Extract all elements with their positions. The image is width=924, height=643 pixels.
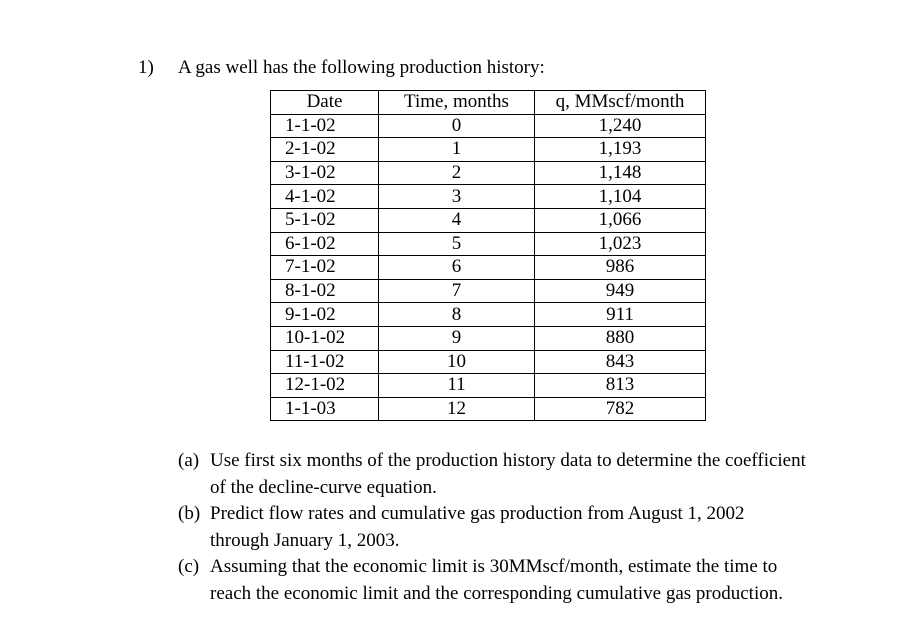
- table-row: [271, 326, 706, 350]
- cell-date: 7-1-02: [271, 256, 379, 280]
- table-row: [271, 232, 706, 256]
- cell-rate: 880: [535, 326, 706, 350]
- cell-date: 6-1-02: [271, 232, 379, 256]
- question-line: Use first six months of the production history data to determine the coefficient: [210, 450, 806, 471]
- cell-time: 10: [379, 350, 535, 374]
- cell-time: 4: [379, 208, 535, 232]
- cell-rate: 843: [535, 350, 706, 374]
- cell-date: 11-1-02: [271, 350, 379, 374]
- cell-rate: 1,066: [535, 208, 706, 232]
- cell-time: 8: [379, 303, 535, 327]
- question-line: reach the economic limit and the corresponding cumulative gas production.: [210, 582, 783, 604]
- cell-time: 11: [379, 374, 535, 398]
- cell-date: 9-1-02: [271, 303, 379, 327]
- question-line: through January 1, 2003.: [210, 529, 400, 551]
- cell-date: 12-1-02: [271, 374, 379, 398]
- cell-rate: 1,148: [535, 161, 706, 185]
- question-text: [210, 554, 878, 607]
- problem-intro: A gas well has the following production history:: [178, 57, 545, 78]
- table-header-row: [271, 91, 706, 115]
- cell-date: 3-1-02: [271, 161, 379, 185]
- header-date: Date: [271, 91, 379, 115]
- cell-time: 5: [379, 232, 535, 256]
- cell-rate: 1,104: [535, 185, 706, 209]
- table-row: [271, 256, 706, 280]
- question-label: (c): [178, 556, 200, 577]
- question-b: [178, 501, 878, 554]
- cell-rate: 986: [535, 256, 706, 280]
- cell-time: 3: [379, 185, 535, 209]
- cell-time: 2: [379, 161, 535, 185]
- table-row: [271, 303, 706, 327]
- cell-rate: 1,023: [535, 232, 706, 256]
- cell-rate: 782: [535, 397, 706, 421]
- question-label: (a): [178, 450, 200, 471]
- cell-date: 4-1-02: [271, 185, 379, 209]
- question-text: [210, 501, 878, 554]
- cell-time: 12: [379, 397, 535, 421]
- question-label: (b): [178, 503, 201, 524]
- cell-time: 7: [379, 279, 535, 303]
- table-row: [271, 350, 706, 374]
- cell-time: 9: [379, 326, 535, 350]
- cell-rate: 1,240: [535, 114, 706, 138]
- table-row: [271, 279, 706, 303]
- question-a: [178, 448, 878, 501]
- question-c: [178, 554, 878, 607]
- cell-time: 1: [379, 138, 535, 162]
- table-row: [271, 114, 706, 138]
- cell-date: 10-1-02: [271, 326, 379, 350]
- cell-date: 8-1-02: [271, 279, 379, 303]
- cell-date: 1-1-02: [271, 114, 379, 138]
- table-row: [271, 138, 706, 162]
- question-list: [178, 448, 878, 607]
- cell-rate: 813: [535, 374, 706, 398]
- question-line: Predict flow rates and cumulative gas production from August 1, 2002: [210, 503, 745, 524]
- table-row: [271, 208, 706, 232]
- problem-number: 1): [138, 57, 154, 78]
- table-row: [271, 374, 706, 398]
- question-line: Assuming that the economic limit is 30MMscf/month, estimate the time to: [210, 556, 778, 577]
- problem-heading: [138, 56, 545, 80]
- table-body: [271, 114, 706, 421]
- cell-date: 1-1-03: [271, 397, 379, 421]
- cell-date: 5-1-02: [271, 208, 379, 232]
- table-row: [271, 185, 706, 209]
- cell-rate: 949: [535, 279, 706, 303]
- cell-rate: 911: [535, 303, 706, 327]
- question-line: of the decline-curve equation.: [210, 476, 437, 498]
- cell-time: 6: [379, 256, 535, 280]
- header-rate: q, MMscf/month: [535, 91, 706, 115]
- question-text: [210, 448, 878, 501]
- table-row: [271, 397, 706, 421]
- header-time: Time, months: [379, 91, 535, 115]
- production-history-table: [270, 90, 706, 421]
- cell-date: 2-1-02: [271, 138, 379, 162]
- cell-time: 0: [379, 114, 535, 138]
- table-row: [271, 161, 706, 185]
- cell-rate: 1,193: [535, 138, 706, 162]
